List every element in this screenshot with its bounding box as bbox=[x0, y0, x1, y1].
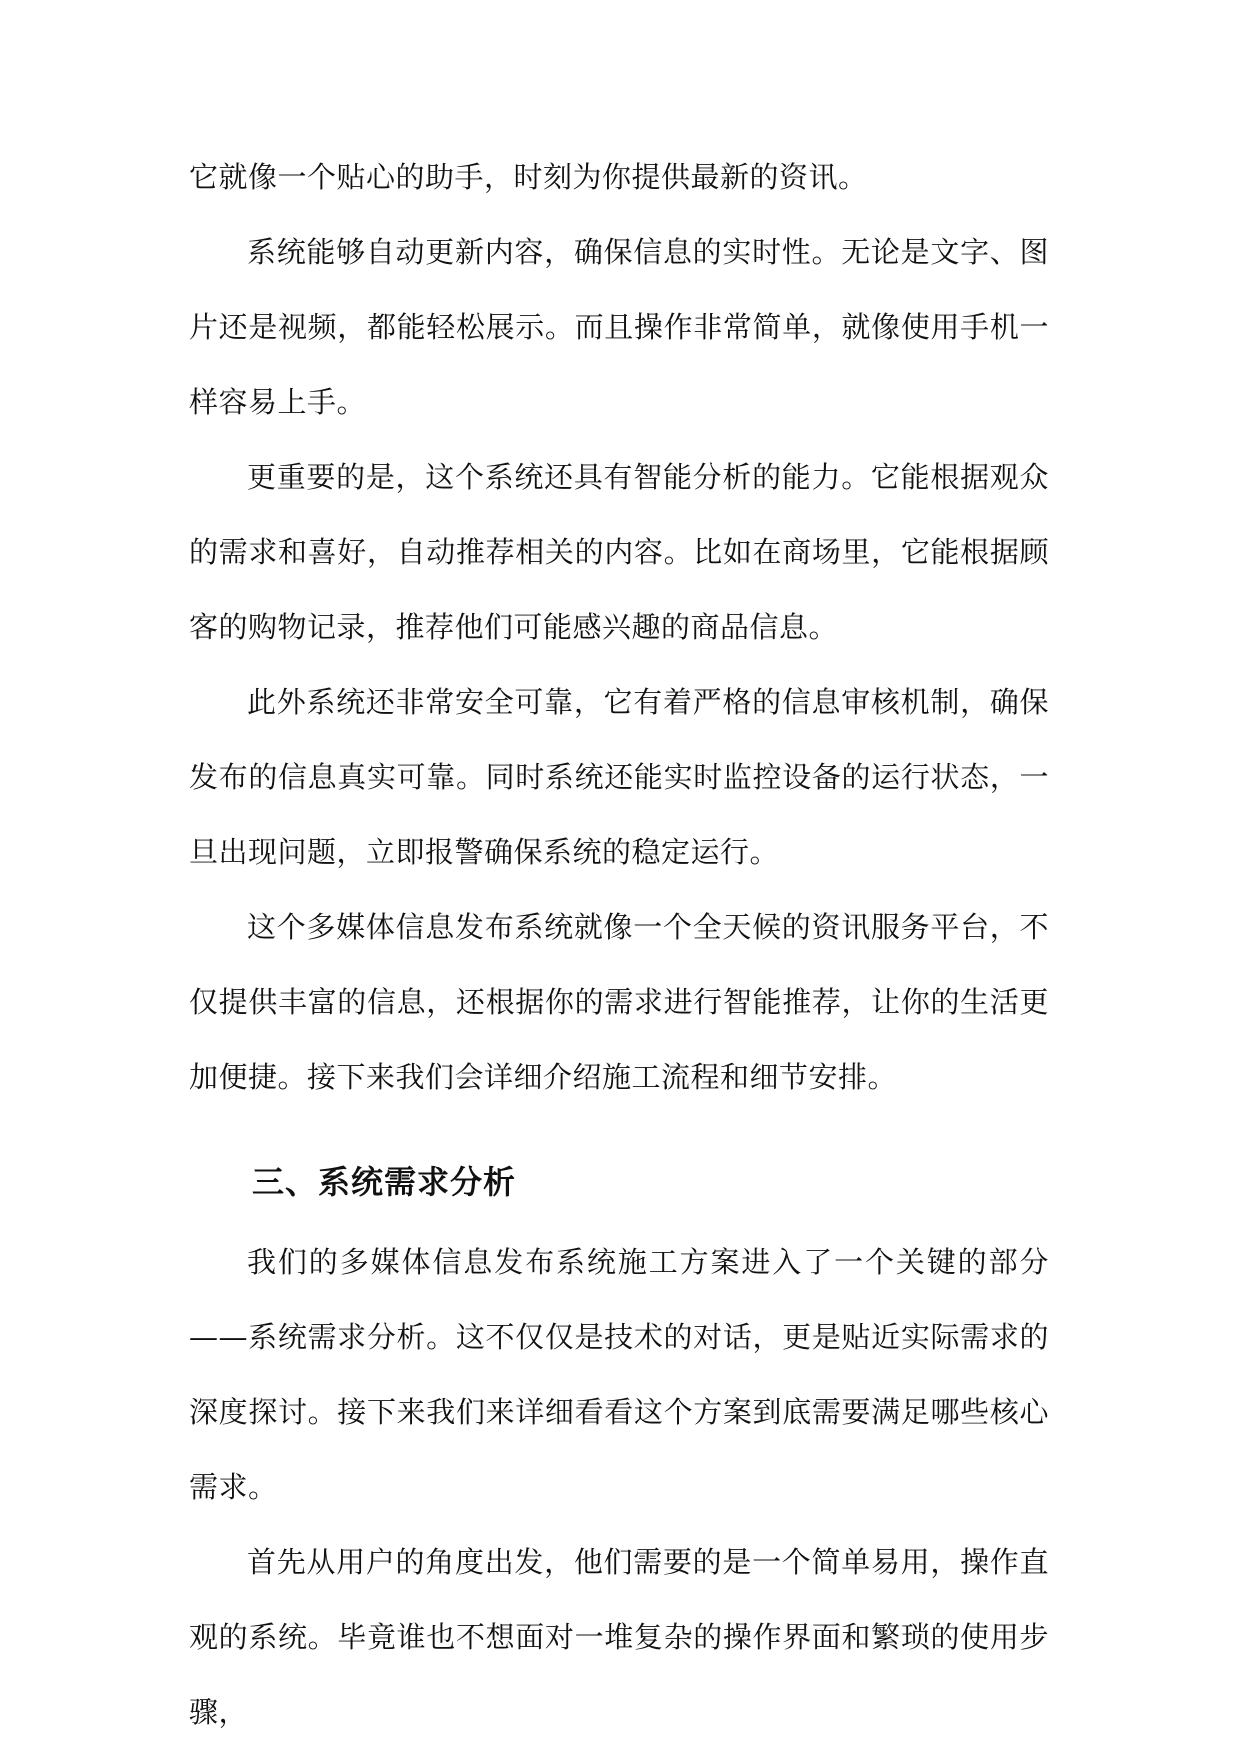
section-heading: 三、系统需求分析 bbox=[252, 1163, 517, 1201]
paragraph-smart-analysis: 更重要的是，这个系统还具有智能分析的能力。它能根据观众的需求和喜好，自动推荐相关的内容。比如在商场里，它能根据顾客的购物记录，推荐他们可能感兴趣的商品信息。 bbox=[189, 460, 1049, 644]
paragraph-user-perspective: 首先从用户的角度出发，他们需要的是一个简单易用，操作直观的系统。毕竟谁也不想面对一堆复杂的操作界面和繁琐的使用步骤， bbox=[189, 1545, 1049, 1729]
paragraph-security: 此外系统还非常安全可靠，它有着严格的信息审核机制，确保发布的信息真实可靠。同时系统还能实时监控设备的运行状态，一旦出现问题，立即报警确保系统的稳定运行。 bbox=[189, 685, 1049, 869]
paragraph-continuation: 它就像一个贴心的助手，时刻为你提供最新的资讯。 bbox=[189, 160, 868, 194]
paragraph-requirements-intro: 我们的多媒体信息发布系统施工方案进入了一个关键的部分——系统需求分析。这不仅仅是技术的对话，更是贴近实际需求的深度探讨。接下来我们来详细看看这个方案到底需要满足哪些核心需求。 bbox=[189, 1245, 1049, 1504]
document-body bbox=[189, 140, 1049, 1750]
paragraph-summary: 这个多媒体信息发布系统就像一个全天候的资讯服务平台，不仅提供丰富的信息，还根据你的需求进行智能推荐，让你的生活更加便捷。接下来我们会详细介绍施工流程和细节安排。 bbox=[189, 910, 1049, 1094]
paragraph-auto-update: 系统能够自动更新内容，确保信息的实时性。无论是文字、图片还是视频，都能轻松展示。而且操作非常简单，就像使用手机一样容易上手。 bbox=[189, 235, 1049, 419]
